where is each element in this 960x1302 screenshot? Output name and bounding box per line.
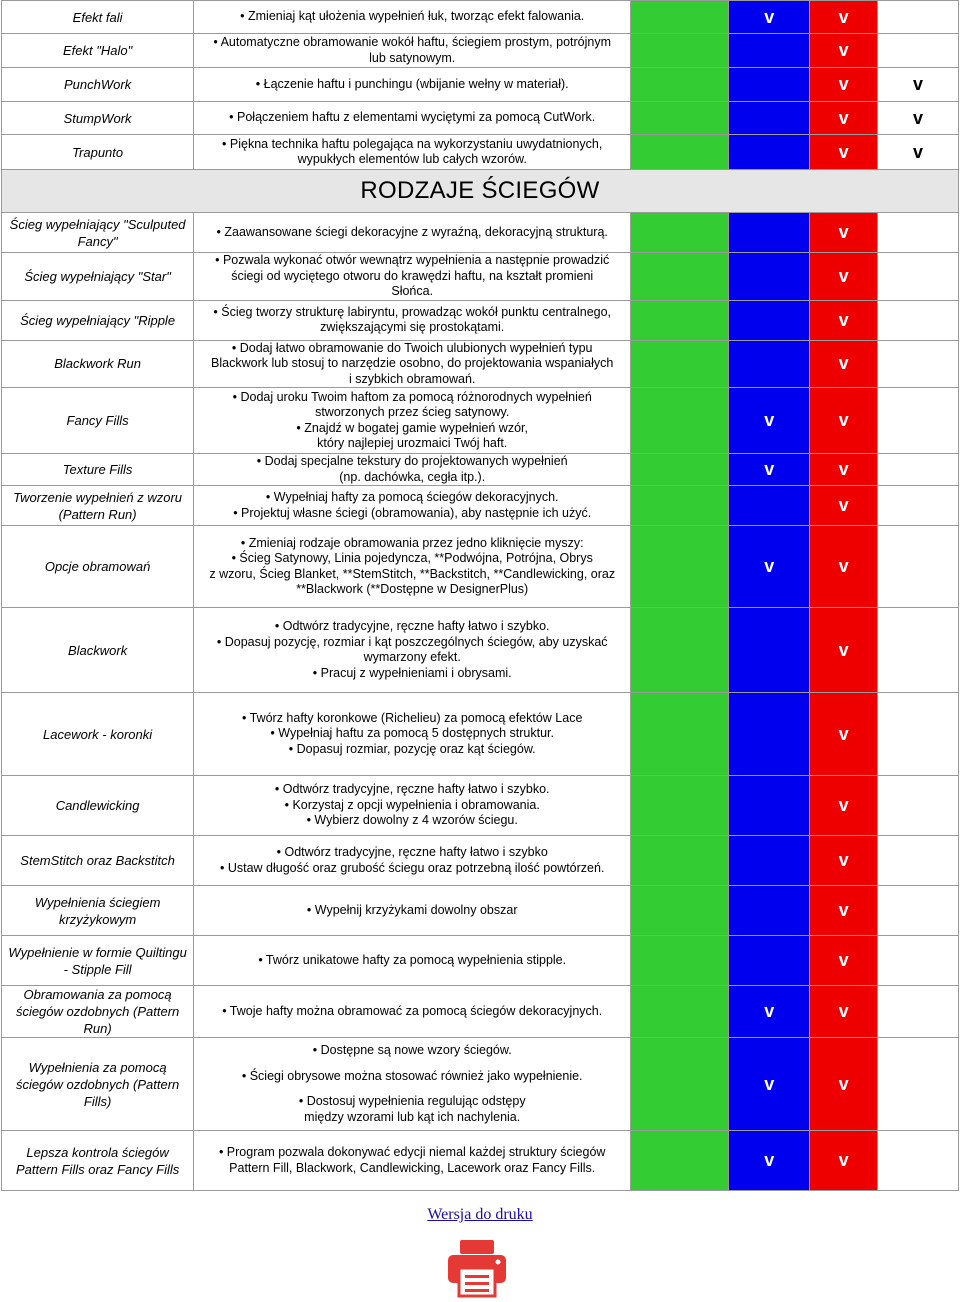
edition-cell-4 [878,340,959,388]
edition-cell-2: v [729,526,810,608]
table-row [2,102,959,135]
edition-cell-3: v [810,776,878,836]
edition-cell-2 [729,776,810,836]
edition-cell-1 [631,454,729,486]
edition-cell-3: v [810,388,878,454]
feature-name: PunchWork [2,68,194,102]
edition-cell-1 [631,936,729,986]
table-row [2,608,959,693]
feature-description [194,886,631,936]
description-line: • Dopasuj rozmiar, pozycję oraz kąt ściegów. [288,741,536,756]
print-version [0,1206,960,1224]
feature-description [194,608,631,693]
table-row [2,454,959,486]
edition-cell-1 [631,253,729,301]
edition-cell-1 [631,1,729,34]
table-row [2,213,959,253]
feature-description [194,1038,631,1131]
edition-cell-2 [729,836,810,886]
edition-cell-3: v [810,135,878,170]
table-row [2,340,959,388]
edition-cell-3: v [810,300,878,340]
feature-description [194,693,631,776]
table-row [2,1038,959,1131]
edition-cell-3: v [810,454,878,486]
description-line: stworzonych przez ścieg satynowy. [315,405,510,419]
feature-description [194,34,631,68]
feature-description [194,300,631,340]
edition-cell-4 [878,836,959,886]
description-line: • Dostępne są nowe wzory ściegów. [312,1043,512,1057]
edition-cell-4: v [878,102,959,135]
edition-cell-3: v [810,68,878,102]
table-row [2,1131,959,1191]
edition-cell-4 [878,454,959,486]
description-line: • Piękna technika haftu polegająca na wykorzystaniu uwydatnionych, [222,136,603,151]
edition-cell-1 [631,102,729,135]
feature-name: Blackwork [2,608,194,693]
edition-cell-1 [631,836,729,886]
description-line: (np. dachówka, cegła itp.). [339,469,486,484]
edition-cell-3: v [810,213,878,253]
edition-cell-2 [729,102,810,135]
edition-cell-3: v [810,608,878,693]
edition-cell-3: v [810,936,878,986]
description-line: **Blackwork (**Dostępne w DesignerPlus) [296,582,529,596]
edition-cell-1 [631,526,729,608]
description-line: • Dodaj łatwo obramowanie do Twoich ulubionych wypełnień typu [231,340,593,355]
edition-cell-3: v [810,1131,878,1191]
feature-name: Lepsza kontrola ściegów Pattern Fills oraz Fancy Fills [2,1131,194,1191]
table-row [2,253,959,301]
feature-description [194,213,631,253]
feature-description [194,836,631,886]
edition-cell-4 [878,1131,959,1191]
printer-led [496,1260,501,1265]
edition-cell-3: v [810,253,878,301]
description-line: • Wypełniaj hafty za pomocą ściegów dekoracyjnych. [265,490,559,504]
edition-cell-4 [878,34,959,68]
edition-cell-1 [631,1131,729,1191]
description-line [197,1084,627,1094]
description-line: • Pozwala wykonać otwór wewnątrz wypełnienia a następnie prowadzić [215,253,610,267]
edition-cell-2 [729,486,810,526]
feature-name: Texture Fills [2,454,194,486]
edition-cell-1 [631,1038,729,1131]
edition-cell-2: v [729,1131,810,1191]
feature-name: Efekt fali [2,1,194,34]
description-line: z wzoru, Ścieg Blanket, **StemStitch, **Backstitch, **Candlewicking, oraz [209,566,616,581]
feature-description [194,135,631,170]
feature-description [194,936,631,986]
feature-description [194,1131,631,1191]
description-line: który najlepiej urozmaici Twój haft. [317,436,508,450]
edition-cell-1 [631,340,729,388]
description-line: • Pracuj z wypełnieniami i obrysami. [312,665,512,680]
description-line: • Ścieg Satynowy, Linia pojedyncza, **Podwójna, Potrójna, Obrys [231,551,593,565]
section-title: RODZAJE ŚCIEGÓW [2,170,959,213]
edition-cell-3: v [810,340,878,388]
feature-name: Efekt "Halo" [2,34,194,68]
feature-name: Trapunto [2,135,194,170]
edition-cell-1 [631,68,729,102]
feature-name: Tworzenie wypełnień z wzoru (Pattern Run) [2,486,194,526]
table-row [2,486,959,526]
edition-cell-2 [729,34,810,68]
feature-description [194,253,631,301]
feature-name: Obramowania za pomocą ściegów ozdobnych (Pattern Run) [2,986,194,1038]
table-row [2,836,959,886]
description-line: • Dostosuj wypełnienia regulując odstępy [298,1094,526,1108]
table-row [2,34,959,68]
description-line: • Twoje hafty można obramować za pomocą ściegów dekoracyjnych. [222,1003,603,1018]
feature-name: Lacework - koronki [2,693,194,776]
description-line: zwiększającymi się prostokątami. [320,320,505,334]
description-line: • Zmieniaj kąt ułożenia wypełnień łuk, tworząc efekt falowania. [240,9,585,24]
feature-description [194,986,631,1038]
edition-cell-4 [878,936,959,986]
description-line: • Wypełnij krzyżykami dowolny obszar [306,902,518,917]
edition-cell-1 [631,986,729,1038]
edition-cell-4 [878,886,959,936]
feature-description [194,526,631,608]
description-line: • Automatyczne obramowanie wokół haftu, ściegiem prostym, potrójnym [213,35,612,49]
feature-description [194,340,631,388]
edition-cell-1 [631,300,729,340]
stitch-rows [2,213,959,1191]
edition-cell-2 [729,300,810,340]
edition-cell-4 [878,986,959,1038]
description-line: • Twórz hafty koronkowe (Richelieu) za pomocą efektów Lace [242,710,583,725]
description-line: • Korzystaj z opcji wypełnienia i obramowania. [284,797,540,812]
feature-description [194,454,631,486]
feature-description [194,776,631,836]
description-line: • Odtwórz tradycyjne, ręczne hafty łatwo i szybko. [274,782,550,797]
edition-cell-3: v [810,886,878,936]
edition-cell-1 [631,135,729,170]
feature-name: StumpWork [2,102,194,135]
edition-cell-4 [878,776,959,836]
edition-cell-4 [878,300,959,340]
section-header-group [2,170,959,213]
description-line: • Odtwórz tradycyjne, ręczne hafty łatwo i szybko [276,845,548,859]
feature-name: Ścieg wypełniający "Sculputed Fancy" [2,213,194,253]
edition-cell-3: v [810,1,878,34]
feature-name: Wypełnienie w formie Quiltingu - Stipple Fill [2,936,194,986]
top-rows [2,1,959,170]
edition-cell-1 [631,693,729,776]
printer-paper-line [465,1289,489,1292]
description-line: • Ustaw długość oraz grubość ściegu oraz potrzebną ilość powtórzeń. [219,860,605,875]
edition-cell-4 [878,213,959,253]
edition-cell-2: v [729,1,810,34]
description-line: • Wybierz dowolny z 4 wzorów ściegu. [306,813,518,828]
edition-cell-2: v [729,1038,810,1131]
table-row [2,388,959,454]
description-line: • Dopasuj pozycję, rozmiar i kąt poszczególnych ściegów, aby uzyskać [216,634,608,649]
table-row [2,776,959,836]
table-row [2,886,959,936]
description-line [197,1059,627,1069]
feature-name: Wypełnienia za pomocą ściegów ozdobnych (Pattern Fills) [2,1038,194,1131]
description-line: • Dodaj specjalne tekstury do projektowanych wypełnień [256,454,568,468]
edition-cell-1 [631,776,729,836]
description-line: • Znajdź w bogatej gamie wypełnień wzór, [296,420,528,435]
feature-name: Opcje obramowań [2,526,194,608]
description-line: • Program pozwala dokonywać edycji niemal każdej struktury ściegów [218,1145,606,1159]
table-row [2,936,959,986]
description-line: • Zmieniaj rodzaje obramowania przez jedno kliknięcie myszy: [240,535,584,550]
edition-cell-2 [729,886,810,936]
edition-cell-4 [878,486,959,526]
table-row [2,1,959,34]
edition-cell-2 [729,608,810,693]
edition-cell-4 [878,526,959,608]
edition-cell-3: v [810,836,878,886]
description-line: • Łączenie haftu i punchingu (wbijanie wełny w materiał). [255,76,569,91]
edition-cell-2 [729,340,810,388]
edition-cell-2 [729,936,810,986]
description-line: Blackwork lub stosuj to narzędzie osobno, do projektowania wspaniałych [211,356,614,370]
edition-cell-4 [878,1,959,34]
feature-name: Fancy Fills [2,388,194,454]
feature-description [194,1,631,34]
description-line: • Połączeniem haftu z elementami wyciętymi za pomocą CutWork. [229,110,596,125]
description-line: Słońca. [391,284,434,298]
feature-name: Candlewicking [2,776,194,836]
edition-cell-4 [878,693,959,776]
feature-name: StemStitch oraz Backstitch [2,836,194,886]
table-row [2,135,959,170]
table-row [2,986,959,1038]
section-header-row [2,170,959,213]
edition-cell-1 [631,486,729,526]
description-line: • Zaawansowane ściegi dekoracyjne z wyraźną, dekoracyjną strukturą. [216,224,608,239]
edition-cell-2 [729,135,810,170]
edition-cell-2: v [729,454,810,486]
edition-cell-3: v [810,986,878,1038]
feature-name: Ścieg wypełniający "Star" [2,253,194,301]
printer-paper-top [460,1240,494,1254]
edition-cell-3: v [810,1038,878,1131]
feature-description [194,388,631,454]
edition-cell-2: v [729,986,810,1038]
features-table [1,0,959,1191]
edition-cell-1 [631,608,729,693]
table-row [2,526,959,608]
description-line: między wzorami lub kąt ich nachylenia. [304,1109,521,1124]
printer-paper-line [465,1282,489,1285]
table-row [2,68,959,102]
edition-cell-1 [631,886,729,936]
edition-cell-2 [729,253,810,301]
description-line: lub satynowym. [369,50,456,65]
edition-cell-3: v [810,34,878,68]
description-line: • Projektuj własne ściegi (obramowania), aby następnie ich użyć. [233,505,592,520]
edition-cell-3: v [810,526,878,608]
description-line: ściegi od wyciętego otworu do krawędzi haftu, na kształt promieni [231,268,594,283]
edition-cell-3: v [810,486,878,526]
description-line: • Wypełniaj haftu za pomocą 5 dostępnych struktur. [270,726,554,741]
feature-description [194,102,631,135]
description-line: • Ścieg tworzy strukturę labiryntu, prowadząc wokół punktu centralnego, [213,304,612,319]
edition-cell-2 [729,213,810,253]
edition-cell-4 [878,1038,959,1131]
edition-cell-4 [878,388,959,454]
edition-cell-4 [878,253,959,301]
description-line: • Ściegi obrysowe można stosować również jako wypełnienie. [241,1068,583,1083]
print-version-link[interactable]: Wersja do druku [427,1206,533,1223]
description-line: • Dodaj uroku Twoim haftom za pomocą różnorodnych wypełnień [232,389,592,404]
edition-cell-3: v [810,102,878,135]
edition-cell-2 [729,68,810,102]
description-line: wymarzony efekt. [363,650,461,664]
edition-cell-1 [631,34,729,68]
edition-cell-3: v [810,693,878,776]
description-line: Pattern Fill, Blackwork, Candlewicking, Lacework oraz Fancy Fills. [229,1160,596,1175]
edition-cell-2 [729,693,810,776]
edition-cell-1 [631,388,729,454]
description-line: • Odtwórz tradycyjne, ręczne hafty łatwo i szybko. [274,619,550,633]
description-line: • Twórz unikatowe hafty za pomocą wypełnienia stipple. [258,952,567,967]
edition-cell-2: v [729,388,810,454]
description-line: wypukłych elementów lub całych wzorów. [297,152,527,166]
feature-name: Wypełnienia ściegiem krzyżykowym [2,886,194,936]
feature-name: Ścieg wypełniający "Ripple [2,300,194,340]
printer-paper-line [465,1275,489,1278]
description-line: i szybkich obramowań. [348,371,476,386]
feature-description [194,486,631,526]
edition-cell-1 [631,213,729,253]
edition-cell-4 [878,608,959,693]
edition-cell-4: v [878,68,959,102]
feature-name: Blackwork Run [2,340,194,388]
edition-cell-4: v [878,135,959,170]
table-row [2,300,959,340]
feature-description [194,68,631,102]
printer-icon[interactable] [446,1238,508,1298]
table-row [2,693,959,776]
